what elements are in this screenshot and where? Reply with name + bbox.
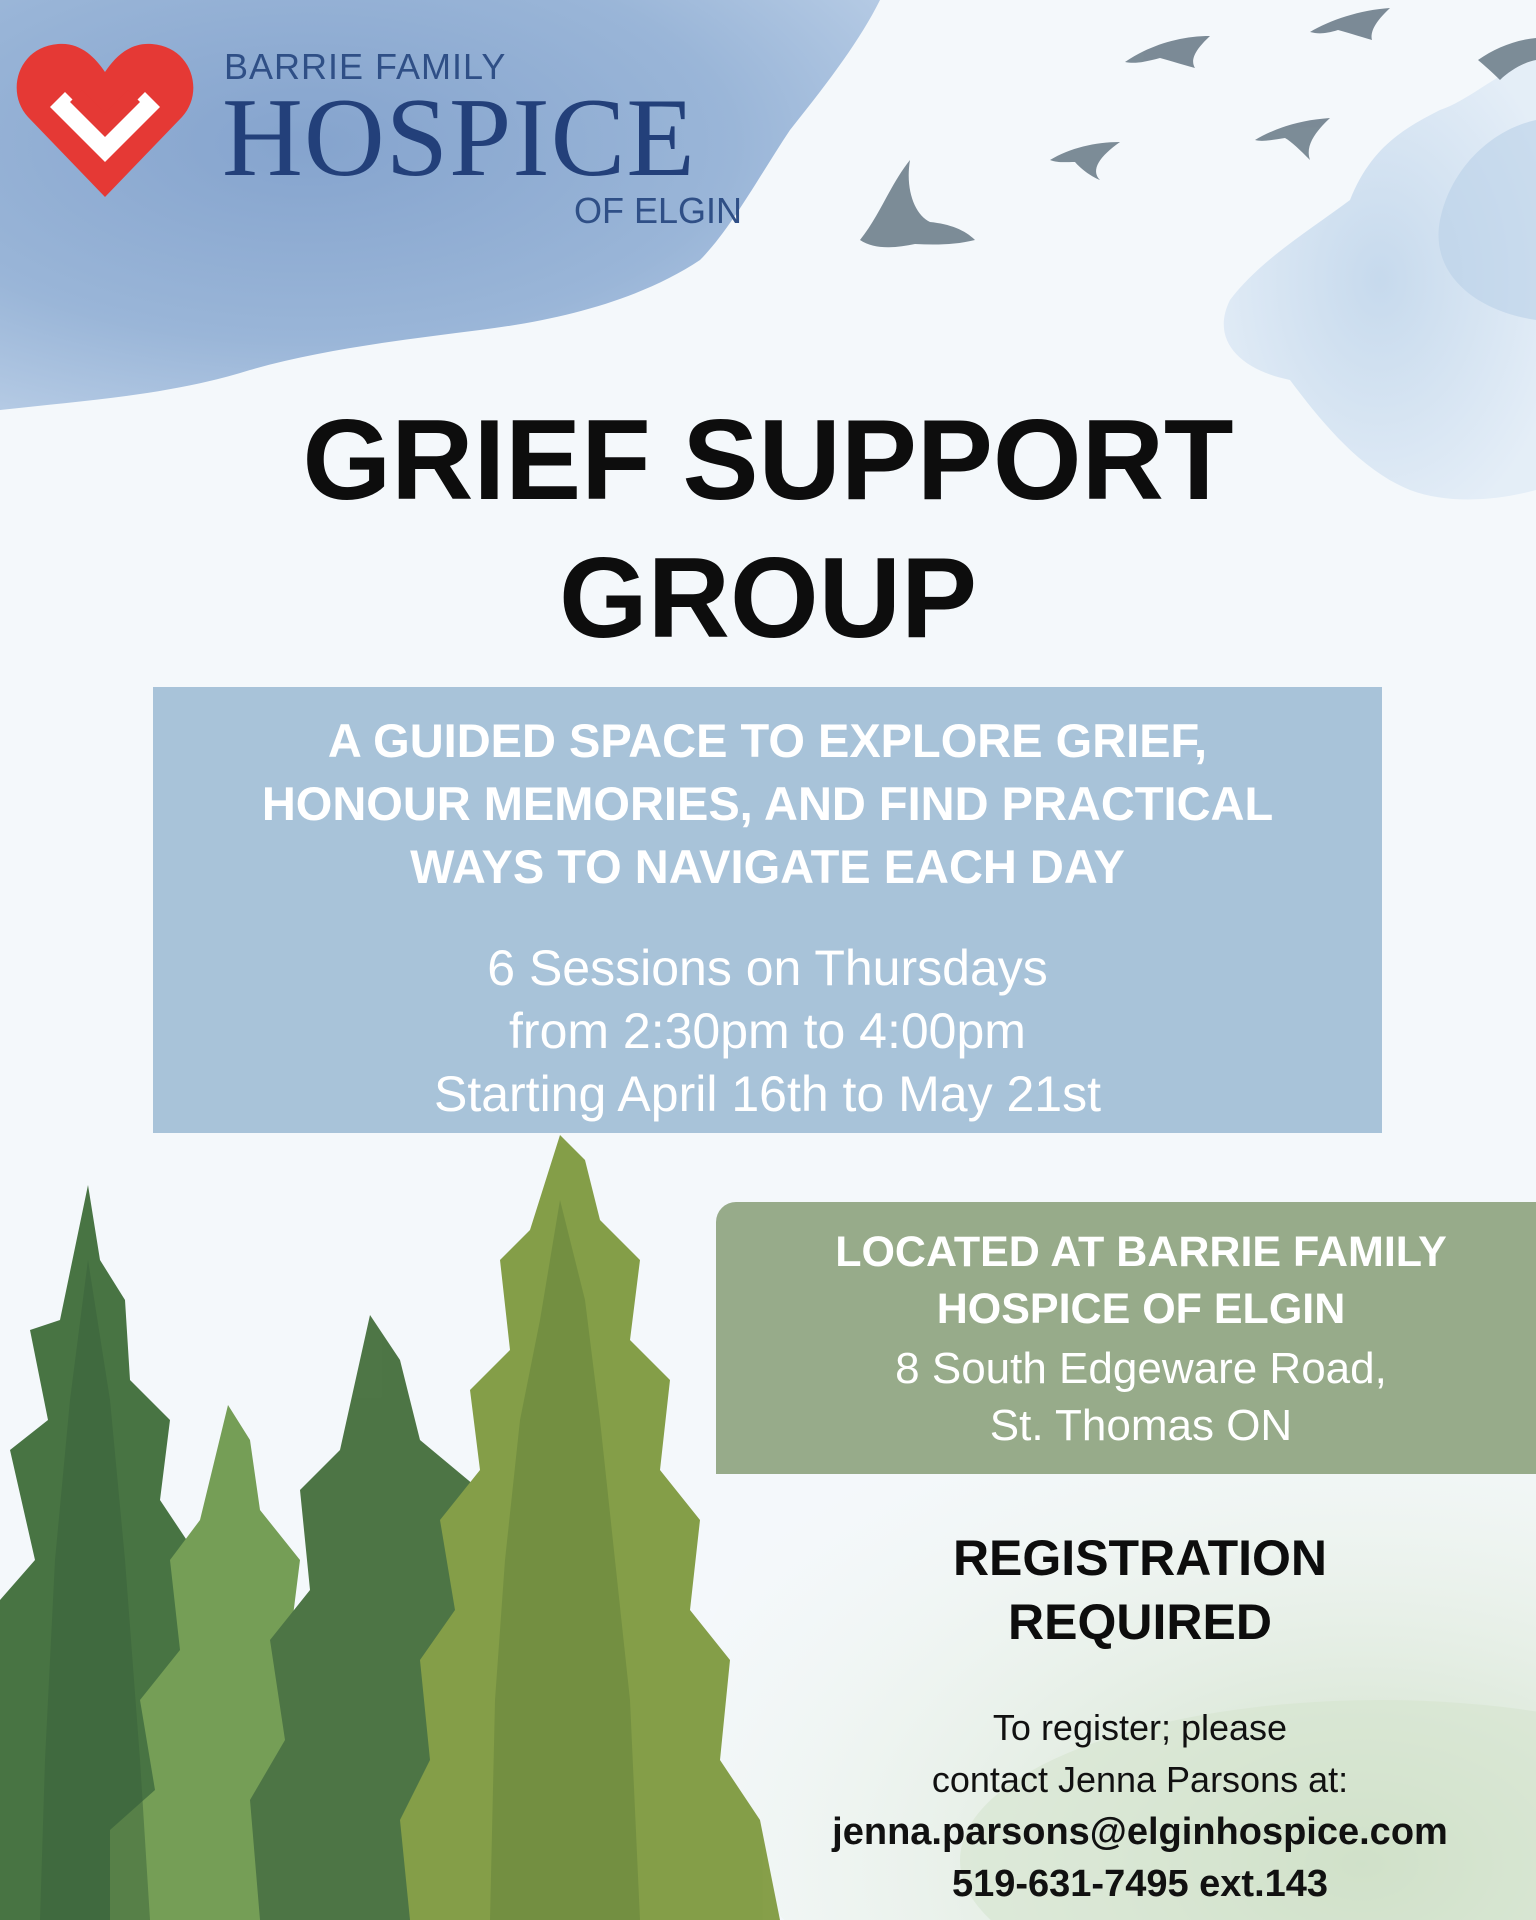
location-heading bbox=[716, 1224, 1536, 1338]
bird-icon bbox=[1050, 142, 1120, 180]
address-line: St. Thomas ON bbox=[989, 1401, 1293, 1450]
title-line: GROUP bbox=[558, 535, 978, 662]
pine-trees bbox=[0, 1135, 780, 1920]
description-heading bbox=[153, 709, 1382, 898]
schedule-line: Starting April 16th to May 21st bbox=[433, 1066, 1102, 1122]
schedule-line: from 2:30pm to 4:00pm bbox=[509, 1003, 1026, 1059]
contact-email[interactable]: jenna.parsons@elginhospice.com bbox=[832, 1811, 1448, 1853]
location-address bbox=[716, 1340, 1536, 1454]
registration-line: REQUIRED bbox=[1008, 1594, 1272, 1650]
schedule-line: 6 Sessions on Thursdays bbox=[487, 940, 1048, 996]
address-line: 8 South Edgeware Road, bbox=[895, 1344, 1387, 1393]
bird-icon bbox=[860, 160, 975, 247]
bird-icon bbox=[1255, 118, 1330, 160]
description-line: A GUIDED SPACE TO EXPLORE GRIEF, bbox=[327, 714, 1208, 767]
logo-line-2: HOSPICE bbox=[222, 76, 696, 200]
contact-phone[interactable]: 519-631-7495 ext.143 bbox=[951, 1863, 1329, 1905]
contact-line: contact Jenna Parsons at: bbox=[931, 1759, 1349, 1800]
contact-info bbox=[780, 1702, 1500, 1910]
bird-icon bbox=[1310, 8, 1390, 40]
registration-heading bbox=[820, 1526, 1460, 1654]
description-line: WAYS TO NAVIGATE EACH DAY bbox=[410, 840, 1125, 893]
logo-line-1: BARRIE FAMILY bbox=[224, 46, 507, 87]
schedule-text bbox=[153, 937, 1382, 1126]
description-line: HONOUR MEMORIES, AND FIND PRACTICAL bbox=[261, 777, 1274, 830]
location-line: LOCATED AT BARRIE FAMILY bbox=[835, 1228, 1447, 1276]
location-box bbox=[716, 1202, 1536, 1474]
title-line: GRIEF SUPPORT bbox=[302, 397, 1234, 524]
location-line: HOSPICE OF ELGIN bbox=[936, 1285, 1346, 1333]
description-box bbox=[153, 687, 1382, 1133]
bird-icon bbox=[1125, 36, 1210, 68]
heart-logo-icon bbox=[10, 22, 200, 212]
page-title bbox=[0, 392, 1536, 668]
hospice-logo bbox=[0, 0, 800, 260]
logo-line-3: OF ELGIN bbox=[574, 190, 743, 231]
contact-line: To register; please bbox=[992, 1707, 1288, 1748]
registration-line: REGISTRATION bbox=[952, 1530, 1328, 1586]
